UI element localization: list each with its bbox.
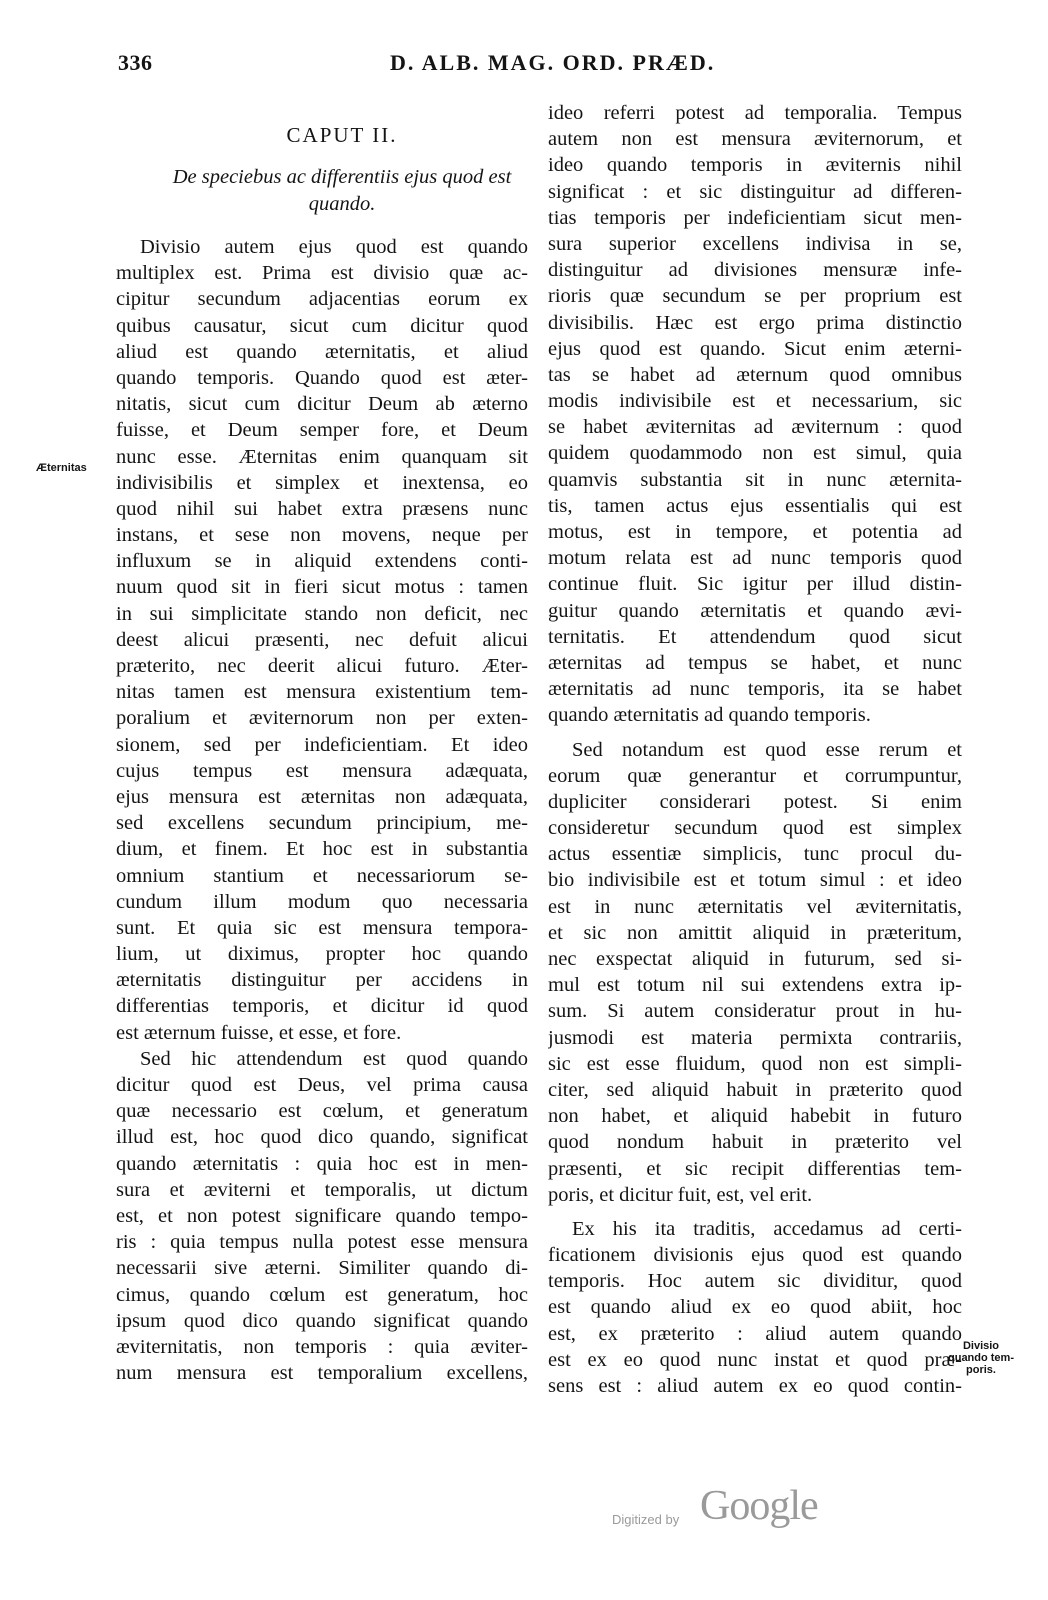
text-line: sunt. Et quia sic est mensura tempora- — [116, 916, 528, 939]
running-title: D. ALB. MAG. ORD. PRÆD. — [390, 50, 716, 75]
text-line: præterito, nec deerit alicui futuro. Æter- — [116, 655, 528, 677]
text-line: divisibilis. Hæc est ergo prima distinctio — [548, 311, 962, 334]
left-text-block — [116, 234, 528, 1386]
text-line: guitur quando æternitatis et quando ævi- — [548, 599, 962, 622]
text-line: ideo quando temporis in æviternis nihil — [548, 154, 962, 177]
text-line: poris, et dicitur fuit, est, vel erit. — [548, 1183, 813, 1206]
text-line: multiplex est. Prima est divisio quæ ac- — [116, 262, 528, 285]
text-line: est quando aliud ex eo quod abiit, hoc — [548, 1296, 962, 1319]
chapter-subtitle-line: quando. — [308, 193, 376, 215]
text-line: quamvis substantia sit in nunc æternita- — [548, 468, 962, 491]
text-line: quando æternitatis ad quando temporis. — [548, 704, 871, 727]
text-line: non habet, et aliquid habebit in futuro — [548, 1105, 962, 1128]
text-line: instans, et sese non movens, neque per — [116, 524, 528, 547]
margin-note-aeternitas: Æternitas — [36, 462, 87, 474]
text-line: quando æternitatis : quia hoc est in men- — [116, 1152, 528, 1175]
text-line: in sui simplicitate stando non deficit, nec — [116, 602, 528, 625]
text-line: lium, ut diximus, propter hoc quando — [116, 943, 528, 966]
text-line: poralium et æviternorum non per exten- — [116, 707, 528, 730]
text-line: dupliciter considerari potest. Si enim — [548, 790, 962, 813]
text-line: mul est totum nil sui extendens extra ip- — [548, 974, 962, 997]
text-line: ris : quia tempus nulla potest esse mensura — [116, 1231, 528, 1254]
text-line: quod nihil sui habet extra præsens nunc — [116, 497, 528, 520]
text-line: est ex eo quod nunc instat et quod præ- — [548, 1348, 962, 1371]
text-line: significat : et sic distinguitur ad differen- — [548, 180, 962, 203]
text-line: num mensura est temporalium excellens, — [116, 1362, 528, 1385]
text-line: sum. Si autem consideratur prout in hu- — [548, 1000, 962, 1023]
text-line: ternitatis. Et attendendum quod sicut — [548, 625, 962, 648]
text-line: ipsum quod dico quando significat quando — [116, 1309, 528, 1332]
text-line: Sed notandum est quod esse rerum et — [572, 738, 962, 761]
text-line: nunc esse. Æternitas enim quanquam sit — [116, 445, 528, 468]
text-line: præsenti, et sic recipit differentias tem- — [548, 1157, 962, 1180]
text-line: citer, sed aliquid habuit in præterito quod — [548, 1078, 962, 1101]
text-line: jusmodi est materia permixta contrariis, — [548, 1026, 962, 1049]
text-line: cujus tempus est mensura adæquata, — [116, 759, 528, 782]
text-line: Sed hic attendendum est quod quando — [140, 1047, 528, 1070]
text-line: æternitas ad tempus se habet, et nunc — [548, 651, 962, 674]
left-column — [116, 118, 528, 1386]
text-line: ficationem divisionis ejus quod est quando — [548, 1244, 962, 1267]
text-line: motus, est in tempore, et potentia ad — [548, 521, 962, 543]
right-column — [548, 100, 962, 1399]
text-line: nuum quod sit in fieri sicut motus : tamen — [116, 576, 528, 599]
text-line: consideretur secundum quod est simplex — [548, 817, 962, 840]
text-line: cundum illum modum quo necessaria — [116, 890, 528, 913]
text-line: tas se habet ad æternum quod omnibus — [548, 363, 962, 386]
margin-note-line: quando tem- — [948, 1352, 1014, 1364]
text-line: autem non est mensura æviternorum, et — [548, 128, 962, 151]
text-line: modis indivisibile est et necessarium, sic — [548, 390, 962, 413]
text-line: quando temporis. Quando quod est æter- — [116, 366, 528, 389]
margin-note-line: poris. — [966, 1364, 996, 1376]
text-line: Divisio autem ejus quod est quando — [140, 236, 528, 258]
text-line: quidem quodammodo non est simul, quia — [548, 442, 962, 465]
text-line: æternitatis ad nunc temporis, ita se habet — [548, 678, 962, 701]
text-line: aliud est quando æternitatis, et aliud — [116, 340, 528, 363]
text-line: motum relata est ad nunc temporis quod — [548, 547, 962, 570]
text-line: nec exspectat aliquid in futurum, sed si- — [548, 948, 962, 970]
text-line: nitatis, sicut cum dicitur Deum ab æterno — [116, 393, 528, 416]
text-line: dicitur quod est Deus, vel prima causa — [116, 1074, 528, 1096]
text-line: sic est esse fluidum, quod non est simpli- — [548, 1052, 962, 1075]
text-line: Ex his ita traditis, accedamus ad certi- — [572, 1217, 962, 1240]
margin-note-divisio — [946, 1340, 1016, 1376]
text-line: indivisibilis et simplex et inextensa, eo — [116, 471, 528, 494]
text-line: omnium stantium et necessariorum se- — [116, 864, 528, 887]
page-number: 336 — [118, 50, 153, 75]
text-line: eorum quæ generantur et corrumpuntur, — [548, 764, 962, 787]
text-line: est æternum fuisse, et esse, et fore. — [116, 1021, 402, 1044]
text-line: se habet æviternitas ad æviternum : quod — [548, 416, 962, 439]
paragraph-gap — [548, 1208, 962, 1216]
text-line: sura superior excellens indivisa in se, — [548, 232, 962, 255]
text-line: ejus quod est quando. Sicut enim æterni- — [548, 337, 962, 360]
text-line: necessarii sive æterni. Similiter quando di- — [116, 1257, 528, 1280]
text-line: sens est : aliud autem ex eo quod contin- — [548, 1375, 962, 1397]
text-line: quibus causatur, sicut cum dicitur quod — [116, 314, 528, 337]
right-text-block — [548, 100, 962, 1399]
text-line: continue fluit. Sic igitur per illud distin- — [548, 573, 962, 596]
text-line: deest alicui præsenti, nec defuit alicui — [116, 628, 528, 651]
google-logo: Google — [700, 1483, 818, 1529]
text-line: æternitatis distinguitur per accidens in — [116, 969, 528, 992]
text-line: distinguitur ad divisiones mensuræ infe- — [548, 259, 962, 282]
text-line: nitas tamen est mensura existentium tem- — [116, 681, 528, 704]
chapter-subtitle — [116, 164, 528, 218]
text-line: est, ex præterito : aliud autem quando — [548, 1322, 962, 1345]
text-line: sura et æviterni et temporalis, ut dictum — [116, 1178, 528, 1201]
text-line: bio indivisibile est et totum simul : et ideo — [548, 869, 962, 892]
chapter-subtitle-line: De speciebus ac differentiis ejus quod est — [172, 166, 512, 188]
text-line: actus essentiæ simplicis, tunc procul du- — [548, 843, 962, 866]
text-line: et sic non amittit aliquid in præteritum, — [548, 921, 962, 944]
text-line: est, et non potest significare quando tempo- — [116, 1204, 528, 1227]
text-line: sionem, sed per indeficientiam. Et ideo — [116, 733, 528, 756]
text-line: influxum se in aliquid extendens conti- — [116, 550, 528, 573]
text-line: sed excellens secundum principium, me- — [116, 812, 528, 835]
text-line: est in nunc æternitatis vel æviternitatis, — [548, 895, 962, 918]
digitized-by-label: Digitized by — [612, 1512, 680, 1527]
text-line: dium, et finem. Et hoc est in substantia — [116, 838, 528, 861]
text-line: differentias temporis, et dicitur id quod — [116, 995, 528, 1018]
text-line: cipitur secundum adjacentias eorum ex — [116, 288, 528, 311]
text-line: ejus mensura est æternitas non adæquata, — [116, 785, 528, 808]
chapter-title: CAPUT II. — [286, 123, 398, 147]
text-line: tis, tamen actus ejus essentialis qui est — [548, 494, 962, 517]
text-line: quæ necessario est cœlum, et generatum — [116, 1100, 528, 1123]
text-line: tias temporis per indeficientiam sicut men- — [548, 206, 962, 229]
text-line: quod nondum habuit in præterito vel — [548, 1131, 962, 1154]
text-line: illud est, hoc quod dico quando, significat — [116, 1126, 528, 1149]
text-line: temporis. Hoc autem sic dividitur, quod — [548, 1270, 962, 1293]
text-line: ideo referri potest ad temporalia. Tempus — [548, 102, 962, 124]
text-line: rioris quæ secundum se per proprium est — [548, 285, 962, 308]
text-line: æviternitatis, non temporis : quia æviter- — [116, 1335, 528, 1358]
margin-note-line: Divisio — [962, 1340, 1000, 1352]
text-line: fuisse, et Deum semper fore, et Deum — [116, 419, 528, 442]
paragraph-gap — [548, 729, 962, 737]
text-line: cimus, quando cœlum est generatum, hoc — [116, 1283, 528, 1306]
